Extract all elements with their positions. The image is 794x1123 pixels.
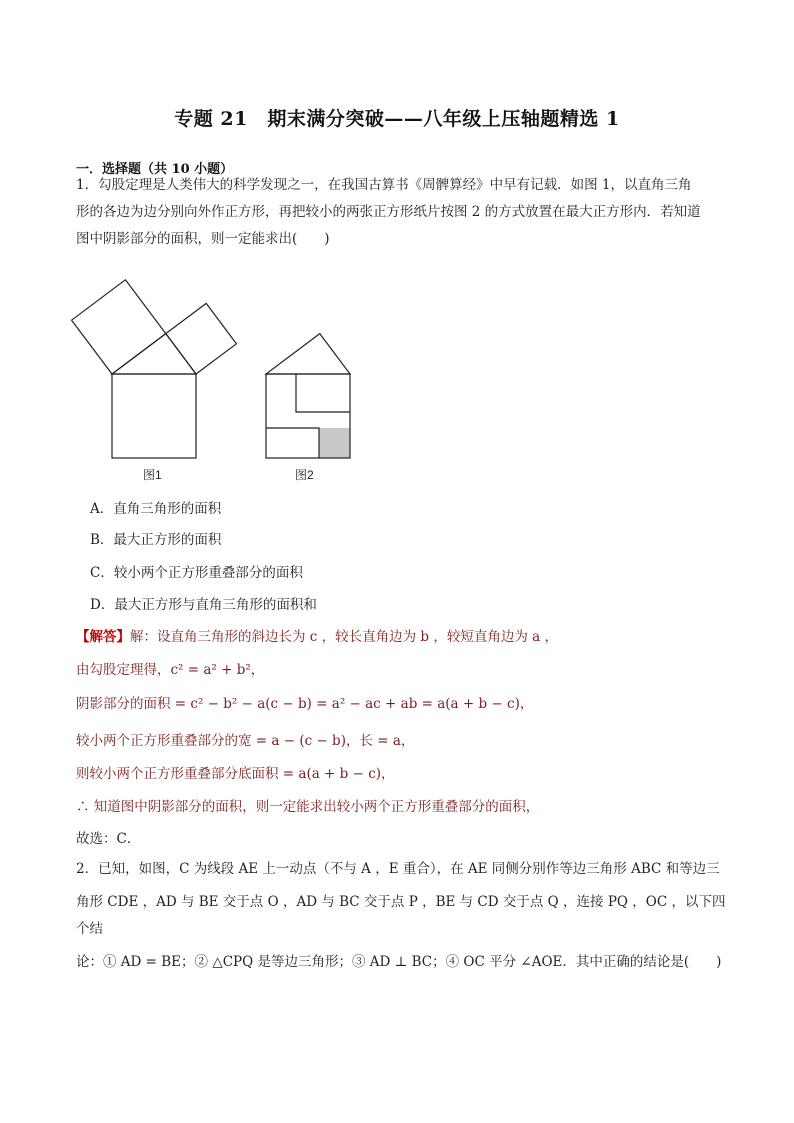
fig2-square-b-edge (266, 428, 319, 458)
section-heading: 一．选择题（共 10 小题） (76, 162, 234, 177)
figure-1 (72, 280, 237, 458)
option-d: D．最大正方形与直角三角形的面积和 (90, 597, 317, 613)
fig2-square-a-edge (296, 374, 350, 412)
answer-line-3: 阴影部分的面积 = c² − b² − a(c − b) = a² − ac + ab = a(a + b − c)， (76, 696, 534, 712)
answer-tag: 【解答】 (76, 629, 130, 645)
option-b: B．最大正方形的面积 (90, 532, 222, 548)
answer-line-7: 故选：C． (76, 831, 141, 847)
answer-line-5: 则较小两个正方形重叠部分底面积 = a(a + b − c)， (76, 766, 395, 782)
answer-line-2: 由勾股定理得，c² = a² + b²， (76, 662, 265, 678)
question-2-line-2: 角形 CDE ，AD 与 BE 交于点 O ，AD 与 BC 交于点 P ，BE 与 CD 交于点 Q ，连接 PQ ，OC ，以下四个结 (76, 894, 726, 937)
fig1-square-a (166, 303, 237, 374)
fig2-triangle (266, 334, 350, 374)
answer-line-1 (76, 625, 558, 645)
question-2-stem (76, 856, 736, 976)
answer-line-4: 较小两个正方形重叠部分的宽 = a − (c − b)，长 = a， (76, 733, 415, 749)
page-title: 专题 21 期末满分突破——八年级上压轴题精选 1 (174, 108, 620, 130)
question-2-line-1: 2．已知，如图，C 为线段 AE 上一动点（不与 A ，E 重合），在 AE 同侧分别作等边三角形 ABC 和等边三 (76, 861, 720, 877)
pythagoras-figures (66, 278, 366, 468)
fig1-square-b (72, 280, 166, 374)
figure-2-label: 图2 (295, 468, 314, 482)
question-1-line-2: 形的各边为边分别向外作正方形，再把较小的两张正方形纸片按图 2 的方式放置在最大正方形内．若知道 (76, 204, 701, 220)
answer-line-6: ∴ 知道图中阴影部分的面积，则一定能求出较小两个正方形重叠部分的面积， (76, 799, 540, 815)
figure-2 (266, 334, 350, 458)
option-c: C．较小两个正方形重叠部分的面积 (90, 565, 303, 581)
option-a: A．直角三角形的面积 (90, 501, 222, 517)
question-2-line-3: 论：① AD = BE；② △CPQ 是等边三角形；③ AD ⊥ BC；④ OC 平分 ∠AOE．其中正确的结论是( ) (76, 954, 722, 970)
question-1-line-3: 图中阴影部分的面积，则一定能求出( ) (76, 231, 330, 247)
answer-line-1-text: 解：设直角三角形的斜边长为 c ，较长直角边为 b ，较短直角边为 a ， (130, 629, 558, 645)
question-1-line-1: 1．勾股定理是人类伟大的科学发现之一，在我国古算书《周髀算经》中早有记载．如图 1，以直角三角 (76, 177, 692, 193)
fig2-shaded-region (319, 428, 350, 458)
fig1-largest-square (112, 374, 196, 458)
question-1-stem (76, 172, 726, 253)
figure-1-label: 图1 (143, 468, 162, 482)
fig1-right-triangle (112, 334, 196, 374)
